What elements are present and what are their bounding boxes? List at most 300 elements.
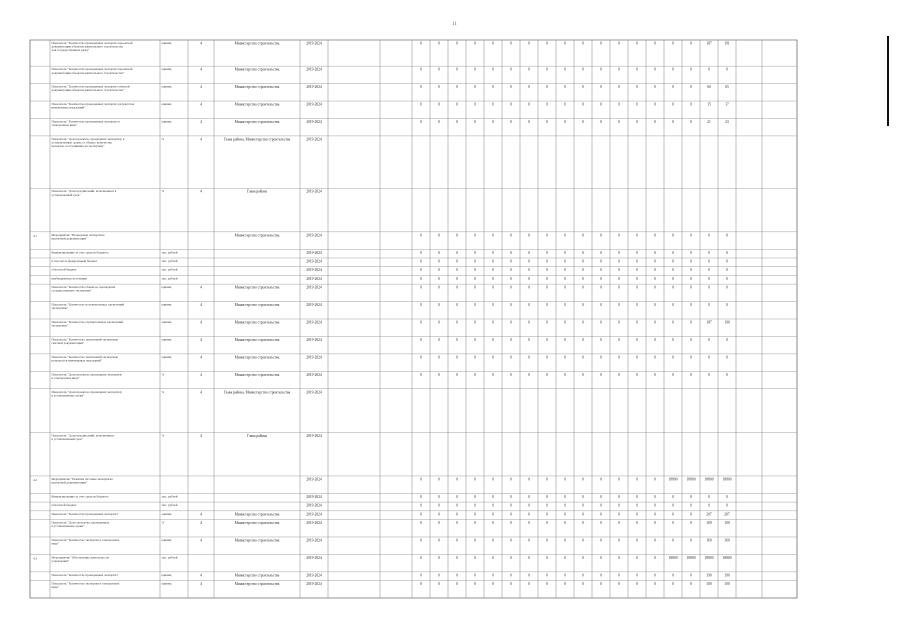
row-unit: единиц bbox=[161, 67, 172, 72]
row-value: 0 bbox=[546, 259, 548, 264]
row-unit: % bbox=[161, 372, 165, 377]
row-value: 0 bbox=[546, 512, 548, 517]
row-value: 0 bbox=[474, 555, 476, 560]
row-value: 0 bbox=[672, 355, 674, 360]
row-value: 0 bbox=[564, 582, 566, 587]
row-description: в электронном виде" bbox=[51, 375, 80, 380]
row-value: 0 bbox=[420, 573, 422, 578]
row-value: 0 bbox=[690, 85, 692, 90]
row-value: 0 bbox=[582, 320, 584, 325]
row-value: 0 bbox=[420, 521, 422, 526]
row-value: 0 bbox=[690, 67, 692, 72]
row-value: 0 bbox=[600, 372, 602, 377]
row-period: 2019-2024 bbox=[306, 521, 322, 526]
row-value: 0 bbox=[600, 503, 602, 508]
row-value: 0 bbox=[690, 268, 692, 273]
row-period: 2019-2024 bbox=[306, 555, 322, 560]
row-period: 2019-2024 bbox=[306, 355, 322, 360]
row-period: 2019-2024 bbox=[306, 259, 322, 264]
row-value: 0 bbox=[474, 303, 476, 308]
row-value: 0 bbox=[636, 85, 638, 90]
row-description: результатов инженерных изысканий" bbox=[51, 358, 102, 363]
row-unit: тыс. рублей bbox=[161, 503, 178, 508]
row-responsible: Министерство строительства bbox=[234, 102, 280, 107]
row-value: 0 bbox=[546, 233, 548, 238]
row-value: 0 bbox=[564, 503, 566, 508]
row-value: 0 bbox=[510, 259, 512, 264]
row-value: 0 bbox=[726, 503, 728, 508]
row-value: 0 bbox=[708, 337, 710, 342]
row-value: 0 bbox=[528, 67, 530, 72]
row-value: 0 bbox=[420, 582, 422, 587]
row-value: 207 bbox=[706, 512, 712, 517]
row-value: 0 bbox=[456, 233, 458, 238]
row-value: 0 bbox=[528, 250, 530, 255]
row-unit: % bbox=[161, 189, 165, 194]
row-value: 0 bbox=[600, 67, 602, 72]
row-description: областной бюджет bbox=[51, 267, 77, 272]
row-description: проектной документации" bbox=[51, 480, 88, 485]
row-value: 0 bbox=[492, 67, 494, 72]
row-value: 0 bbox=[582, 285, 584, 290]
row-unit: единиц bbox=[161, 102, 172, 107]
row-value: 0 bbox=[582, 555, 584, 560]
row-value: 0 bbox=[600, 276, 602, 281]
row-description: Показатель "Количество положительных заключений bbox=[51, 302, 125, 307]
row-value: 0 bbox=[420, 538, 422, 543]
row-value: 0 bbox=[510, 555, 512, 560]
row-value: 0 bbox=[528, 259, 530, 264]
row-value: 0 bbox=[438, 285, 440, 290]
row-value: 0 bbox=[438, 276, 440, 281]
row-value: 0 bbox=[546, 268, 548, 273]
row-value: 0 bbox=[636, 285, 638, 290]
row-value: 0 bbox=[690, 503, 692, 508]
row-value: 0 bbox=[456, 494, 458, 499]
row-value: 0 bbox=[510, 276, 512, 281]
row-description: Показатель "Доля проектов, прошедших экспертизу bbox=[51, 372, 123, 377]
row-value: 0 bbox=[690, 372, 692, 377]
row-value: 0 bbox=[546, 372, 548, 377]
row-description: инженерных изысканий" bbox=[51, 105, 86, 110]
row-value: 65 bbox=[725, 85, 729, 90]
row-value: 0 bbox=[636, 538, 638, 543]
row-value: 0 bbox=[600, 494, 602, 499]
row-value: 0 bbox=[564, 233, 566, 238]
row-value: 0 bbox=[618, 250, 620, 255]
row-responsible: Министерство строительства bbox=[234, 372, 280, 377]
row-value: 0 bbox=[474, 119, 476, 124]
row-description: Показатель "Количество заключений экспертизы bbox=[51, 354, 118, 359]
row-value: 0 bbox=[618, 119, 620, 124]
row-value: 21 bbox=[707, 119, 711, 124]
row-value: 0 bbox=[708, 303, 710, 308]
row-value: 0 bbox=[618, 494, 620, 499]
row-value: 190 bbox=[724, 573, 730, 578]
row-value: 0 bbox=[510, 285, 512, 290]
row-value: 0 bbox=[582, 259, 584, 264]
row-period: 2019-2024 bbox=[306, 85, 322, 90]
row-type: 4 bbox=[200, 320, 202, 325]
row-value: 0 bbox=[420, 337, 422, 342]
row-value: 0 bbox=[456, 102, 458, 107]
row-value: 0 bbox=[546, 494, 548, 499]
row-value: 0 bbox=[528, 355, 530, 360]
row-description: в установленный срок" bbox=[51, 436, 83, 441]
row-value: 0 bbox=[672, 582, 674, 587]
row-type: 4 bbox=[200, 119, 202, 124]
row-value: 0 bbox=[582, 538, 584, 543]
row-value: 0 bbox=[510, 538, 512, 543]
row-value: 0 bbox=[510, 303, 512, 308]
row-value: 0 bbox=[564, 320, 566, 325]
row-value: 0 bbox=[546, 477, 548, 482]
row-value: 0 bbox=[546, 538, 548, 543]
row-value: 0 bbox=[690, 41, 692, 46]
row-value: 160 bbox=[706, 538, 712, 543]
row-period: 2019-2024 bbox=[306, 372, 322, 377]
row-value: 0 bbox=[564, 276, 566, 281]
row-value: 0 bbox=[708, 233, 710, 238]
row-value: 0 bbox=[438, 320, 440, 325]
row-value: 0 bbox=[492, 538, 494, 543]
row-description: Показатель "Количество экспертиз в электронном bbox=[51, 537, 120, 542]
row-unit: единиц bbox=[161, 119, 172, 124]
row-value: 0 bbox=[672, 503, 674, 508]
row-responsible: Министерство строительства bbox=[234, 538, 280, 543]
row-value: 0 bbox=[726, 494, 728, 499]
row-value: 0 bbox=[636, 276, 638, 281]
row-description: документации объектов капитального строительства" bbox=[51, 88, 125, 93]
row-value: 0 bbox=[582, 337, 584, 342]
row-value: 0 bbox=[618, 538, 620, 543]
row-type: 4 bbox=[200, 41, 202, 46]
row-value: 0 bbox=[582, 582, 584, 587]
row-value: 0 bbox=[510, 119, 512, 124]
row-description: в установленные сроки" bbox=[51, 393, 85, 398]
row-unit: % bbox=[161, 136, 165, 141]
row-period: 2019-2024 bbox=[306, 503, 322, 508]
row-value: 187 bbox=[706, 41, 712, 46]
row-value: 0 bbox=[420, 102, 422, 107]
row-value: 0 bbox=[654, 119, 656, 124]
row-value: 0 bbox=[582, 521, 584, 526]
row-value: 0 bbox=[600, 233, 602, 238]
row-value: 0 bbox=[654, 582, 656, 587]
row-value: 0 bbox=[654, 538, 656, 543]
row-value: 0 bbox=[492, 85, 494, 90]
row-value: 15 bbox=[707, 102, 711, 107]
row-value: 0 bbox=[726, 303, 728, 308]
row-value: 0 bbox=[456, 276, 458, 281]
row-unit: единиц bbox=[161, 511, 172, 516]
row-value: 0 bbox=[546, 102, 548, 107]
row-value: 0 bbox=[708, 259, 710, 264]
row-value: 0 bbox=[672, 573, 674, 578]
row-value: 0 bbox=[654, 494, 656, 499]
row-value: 0 bbox=[456, 337, 458, 342]
row-description: Финансирование за счет средств бюджета bbox=[51, 494, 109, 499]
row-value: 0 bbox=[582, 67, 584, 72]
row-value: 0 bbox=[456, 582, 458, 587]
row-value: 0 bbox=[456, 355, 458, 360]
row-description: сметной документации" bbox=[51, 341, 85, 346]
row-value: 0 bbox=[600, 85, 602, 90]
row-value: 0 bbox=[636, 355, 638, 360]
row-value: 0 bbox=[636, 582, 638, 587]
row-unit: % bbox=[161, 433, 165, 438]
row-value: 0 bbox=[546, 555, 548, 560]
row-value: 0 bbox=[564, 555, 566, 560]
row-unit: % bbox=[161, 520, 165, 525]
row-value: 0 bbox=[636, 503, 638, 508]
row-value: 0 bbox=[456, 250, 458, 255]
row-value: 191 bbox=[724, 41, 730, 46]
row-value: 0 bbox=[474, 503, 476, 508]
row-value: 0 bbox=[618, 276, 620, 281]
row-value: 0 bbox=[654, 477, 656, 482]
row-value: 0 bbox=[474, 477, 476, 482]
row-unit: единиц bbox=[161, 41, 172, 45]
row-value: 100 bbox=[724, 582, 730, 587]
row-value: 0 bbox=[672, 372, 674, 377]
row-value: 18800 bbox=[704, 477, 714, 482]
row-value: 0 bbox=[438, 337, 440, 342]
row-description: Показатель "Доля предписаний, исполненных bbox=[51, 433, 114, 438]
row-description: областной бюджет bbox=[51, 503, 77, 508]
row-value: 0 bbox=[456, 503, 458, 508]
row-value: 0 bbox=[438, 573, 440, 578]
row-value: 60 bbox=[707, 85, 711, 90]
row-value: 0 bbox=[600, 268, 602, 273]
row-description: Показатель "Количество проведенных экспертиз сметной bbox=[51, 84, 130, 89]
row-responsible: Глава района bbox=[247, 433, 267, 438]
row-period: 2019-2024 bbox=[306, 41, 322, 46]
row-value: 0 bbox=[474, 355, 476, 360]
row-value: 0 bbox=[618, 555, 620, 560]
row-value: 0 bbox=[564, 521, 566, 526]
row-value: 0 bbox=[510, 250, 512, 255]
row-description: установленный срок" bbox=[51, 192, 81, 197]
row-value: 0 bbox=[654, 337, 656, 342]
row-value: 0 bbox=[636, 303, 638, 308]
row-value: 0 bbox=[528, 521, 530, 526]
row-value: 0 bbox=[492, 337, 494, 342]
row-number: 4.2 bbox=[33, 477, 37, 482]
row-value: 0 bbox=[672, 119, 674, 124]
row-value: 0 bbox=[600, 521, 602, 526]
row-value: 0 bbox=[546, 250, 548, 255]
row-value: 0 bbox=[528, 573, 530, 578]
row-unit: единиц bbox=[161, 302, 172, 307]
row-value: 207 bbox=[724, 512, 730, 517]
row-value: 0 bbox=[564, 494, 566, 499]
row-value: 0 bbox=[420, 494, 422, 499]
row-value: 0 bbox=[546, 67, 548, 72]
row-value: 0 bbox=[546, 276, 548, 281]
row-value: 0 bbox=[492, 521, 494, 526]
row-value: 0 bbox=[456, 303, 458, 308]
row-value: 0 bbox=[510, 477, 512, 482]
row-value: 0 bbox=[438, 512, 440, 517]
row-value: 0 bbox=[654, 250, 656, 255]
row-value: 0 bbox=[708, 503, 710, 508]
row-value: 0 bbox=[672, 285, 674, 290]
row-value: 0 bbox=[420, 85, 422, 90]
row-value: 0 bbox=[654, 573, 656, 578]
row-description: Показатель "Доля предписаний, исполненных в bbox=[51, 189, 117, 194]
row-value: 0 bbox=[708, 268, 710, 273]
row-value: 0 bbox=[456, 285, 458, 290]
row-period: 2019-2024 bbox=[306, 119, 322, 124]
row-value: 0 bbox=[528, 320, 530, 325]
row-value: 0 bbox=[564, 259, 566, 264]
row-value: 18800 bbox=[704, 555, 714, 560]
row-value: 0 bbox=[420, 285, 422, 290]
row-value: 0 bbox=[654, 521, 656, 526]
row-value: 23 bbox=[725, 119, 729, 124]
row-value: 100 bbox=[706, 521, 712, 526]
row-value: 0 bbox=[672, 276, 674, 281]
row-value: 0 bbox=[510, 67, 512, 72]
row-unit: единиц bbox=[161, 84, 172, 89]
row-value: 0 bbox=[726, 355, 728, 360]
row-value: 0 bbox=[726, 285, 728, 290]
row-value: 0 bbox=[438, 233, 440, 238]
row-description: документации объектов капитального строительства bbox=[51, 44, 124, 49]
row-description: электронном виде" bbox=[51, 123, 78, 128]
row-value: 0 bbox=[456, 320, 458, 325]
row-type: 4 bbox=[200, 355, 202, 360]
row-value: 0 bbox=[510, 337, 512, 342]
row-value: 0 bbox=[438, 538, 440, 543]
row-value: 0 bbox=[636, 41, 638, 46]
row-value: 0 bbox=[438, 268, 440, 273]
row-value: 0 bbox=[690, 521, 692, 526]
row-value: 0 bbox=[420, 372, 422, 377]
row-type: 4 bbox=[200, 285, 202, 290]
row-value: 0 bbox=[690, 582, 692, 587]
row-value: 0 bbox=[492, 41, 494, 46]
row-value: 0 bbox=[636, 268, 638, 273]
row-value: 0 bbox=[438, 67, 440, 72]
row-value: 0 bbox=[492, 573, 494, 578]
row-value: 0 bbox=[474, 582, 476, 587]
row-value: 0 bbox=[456, 119, 458, 124]
row-description: Финансирование за счет средств бюджета bbox=[51, 250, 109, 255]
row-period: 2019-2024 bbox=[306, 494, 322, 499]
row-unit: тыс. рублей bbox=[161, 250, 178, 255]
row-value: 0 bbox=[492, 494, 494, 499]
row-value: 0 bbox=[420, 355, 422, 360]
row-value: 0 bbox=[546, 521, 548, 526]
row-value: 0 bbox=[492, 268, 494, 273]
row-value: 0 bbox=[528, 276, 530, 281]
row-period: 2019-2024 bbox=[306, 477, 322, 482]
row-value: 0 bbox=[618, 233, 620, 238]
row-responsible: Министерство строительства bbox=[234, 521, 280, 526]
row-value: 0 bbox=[474, 285, 476, 290]
row-value: 0 bbox=[600, 337, 602, 342]
row-value: 100 bbox=[724, 521, 730, 526]
row-value: 0 bbox=[420, 477, 422, 482]
row-value: 0 bbox=[474, 250, 476, 255]
row-responsible: Министерство строительства bbox=[234, 582, 280, 587]
row-description: государственную экспертизу" bbox=[51, 288, 92, 293]
row-value: 0 bbox=[726, 337, 728, 342]
row-unit: единиц bbox=[161, 285, 172, 290]
row-value: 0 bbox=[618, 259, 620, 264]
row-value: 0 bbox=[564, 372, 566, 377]
row-unit: единиц bbox=[161, 581, 172, 586]
row-value: 0 bbox=[582, 372, 584, 377]
row-responsible: Министерство строительства bbox=[234, 512, 280, 517]
row-period: 2019-2024 bbox=[306, 320, 322, 325]
row-value: 0 bbox=[492, 119, 494, 124]
row-value: 0 bbox=[672, 250, 674, 255]
row-value: 0 bbox=[618, 320, 620, 325]
row-value: 0 bbox=[582, 85, 584, 90]
row-value: 0 bbox=[564, 268, 566, 273]
row-value: 0 bbox=[546, 337, 548, 342]
row-value: 0 bbox=[474, 102, 476, 107]
row-value: 0 bbox=[690, 119, 692, 124]
row-value: 0 bbox=[582, 303, 584, 308]
row-description: Показатель "Количество проведенных экспертиз проектной bbox=[51, 41, 133, 45]
row-value: 18800 bbox=[686, 555, 696, 560]
row-value: 0 bbox=[420, 320, 422, 325]
row-description: для государственных нужд" bbox=[51, 48, 90, 53]
page-number: 11 bbox=[452, 22, 457, 27]
row-value: 0 bbox=[636, 102, 638, 107]
row-description: экспертизы" bbox=[51, 323, 69, 328]
row-value: 0 bbox=[672, 259, 674, 264]
row-description: Показатель "Количество отрицательных заключений bbox=[51, 320, 124, 324]
row-responsible: Глава района bbox=[247, 189, 267, 194]
row-responsible: Министерство строительства bbox=[234, 337, 280, 342]
row-value: 0 bbox=[474, 494, 476, 499]
row-value: 0 bbox=[474, 276, 476, 281]
row-value: 0 bbox=[456, 67, 458, 72]
row-value: 0 bbox=[474, 67, 476, 72]
row-value: 0 bbox=[618, 303, 620, 308]
row-value: 0 bbox=[420, 233, 422, 238]
row-value: 0 bbox=[654, 259, 656, 264]
row-value: 0 bbox=[690, 494, 692, 499]
row-description: Показатель "Доля проектов, прошедших экспертизу bbox=[51, 389, 123, 394]
row-type: 4 bbox=[200, 573, 202, 578]
row-value: 0 bbox=[726, 268, 728, 273]
row-value: 0 bbox=[618, 268, 620, 273]
row-description: Показатель "Количество проведенных экспертиз в bbox=[51, 119, 120, 124]
row-description: виде" bbox=[51, 541, 60, 546]
row-type: 4 bbox=[200, 102, 202, 107]
row-description: Показатель "Количество проведенных экспертиз" bbox=[51, 511, 119, 516]
row-value: 0 bbox=[582, 102, 584, 107]
row-value: 0 bbox=[636, 337, 638, 342]
row-value: 0 bbox=[564, 102, 566, 107]
row-value: 0 bbox=[546, 285, 548, 290]
row-value: 0 bbox=[528, 555, 530, 560]
row-value: 0 bbox=[618, 512, 620, 517]
row-value: 0 bbox=[600, 259, 602, 264]
row-value: 0 bbox=[636, 259, 638, 264]
row-value: 0 bbox=[528, 268, 530, 273]
row-value: 0 bbox=[492, 555, 494, 560]
row-value: 0 bbox=[636, 555, 638, 560]
row-value: 0 bbox=[474, 85, 476, 90]
row-responsible: Министерство строительства bbox=[234, 41, 280, 46]
